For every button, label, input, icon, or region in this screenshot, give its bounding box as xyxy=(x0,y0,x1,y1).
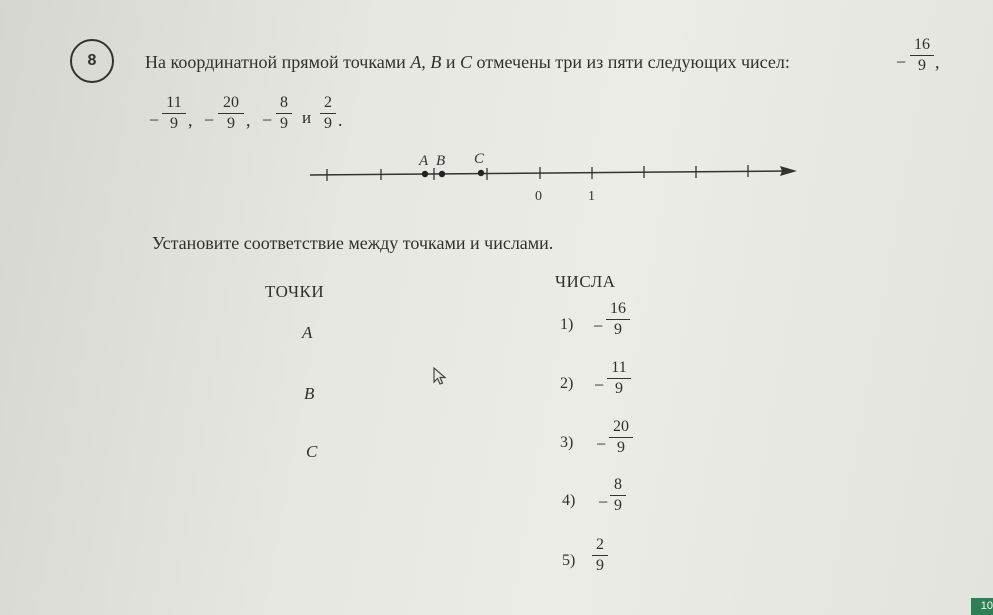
period: . xyxy=(338,110,343,130)
statement-rest: отмечены три из пяти следующих чисел: xyxy=(476,52,790,72)
fraction-bar xyxy=(162,113,186,114)
fraction-denominator: 9 xyxy=(918,57,926,74)
instruction-text: Установите соответствие между точками и числами. xyxy=(152,233,554,253)
fraction-sign: − xyxy=(896,52,907,72)
fraction-numerator: 8 xyxy=(280,94,288,111)
statement-fraction xyxy=(218,94,244,133)
statement-fraction xyxy=(910,36,934,75)
option-fraction xyxy=(592,536,608,575)
statement-point-b: B xyxy=(430,52,442,72)
option-sign: − xyxy=(596,434,607,454)
fraction-numerator: 11 xyxy=(611,359,627,376)
number-line-axis xyxy=(310,171,788,175)
fraction-bar xyxy=(606,319,630,320)
task-statement xyxy=(145,52,790,73)
point-a-dot xyxy=(422,171,428,177)
fraction-numerator: 2 xyxy=(596,536,604,553)
match-point-a: A xyxy=(302,323,313,342)
statement-point-c: C xyxy=(459,52,472,72)
option-index: 2) xyxy=(560,375,574,392)
option-fraction xyxy=(607,359,631,398)
comma: , xyxy=(188,110,193,130)
point-b-label: B xyxy=(436,153,446,169)
point-c-dot xyxy=(478,170,484,176)
fraction-bar xyxy=(609,437,633,438)
statement-conjunction: и xyxy=(445,52,456,72)
corner-badge: 10 xyxy=(971,598,993,615)
task-number: 8 xyxy=(87,52,97,69)
fraction-numerator: 20 xyxy=(613,418,629,435)
comma: , xyxy=(935,52,940,72)
fraction-sign: − xyxy=(149,110,160,130)
fraction-denominator: 9 xyxy=(614,321,622,338)
fraction-denominator: 9 xyxy=(227,115,235,132)
statement-fraction xyxy=(320,94,336,133)
fraction-numerator: 2 xyxy=(324,94,332,111)
fraction-sign: − xyxy=(204,110,215,130)
fraction-numerator: 16 xyxy=(610,300,626,317)
fraction-bar xyxy=(610,495,626,496)
point-a-label: A xyxy=(419,153,429,169)
fraction-bar xyxy=(607,378,631,379)
fraction-denominator: 9 xyxy=(170,115,178,132)
option-fraction xyxy=(610,476,626,515)
statement-point-a: A, xyxy=(410,52,426,72)
numbers-header: ЧИСЛА xyxy=(555,272,616,291)
one-label: 1 xyxy=(588,189,595,204)
fraction-bar xyxy=(910,55,934,56)
fraction-bar xyxy=(592,555,608,556)
fraction-numerator: 8 xyxy=(614,476,622,493)
comma: , xyxy=(246,110,251,130)
option-sign: − xyxy=(594,375,605,395)
and-word: и xyxy=(302,108,312,127)
fraction-bar xyxy=(320,113,336,114)
option-index: 4) xyxy=(562,492,576,509)
fraction-bar xyxy=(218,113,244,114)
number-line-arrow xyxy=(780,166,797,176)
fraction-denominator: 9 xyxy=(596,557,604,574)
fraction-bar xyxy=(276,113,292,114)
fraction-denominator: 9 xyxy=(614,497,622,514)
option-index: 5) xyxy=(562,552,576,569)
points-header: ТОЧКИ xyxy=(265,282,325,301)
option-fraction xyxy=(606,300,630,339)
fraction-numerator: 16 xyxy=(914,36,930,53)
fraction-numerator: 20 xyxy=(223,94,239,111)
fraction-denominator: 9 xyxy=(615,380,623,397)
point-c-label: C xyxy=(474,151,485,167)
statement-fraction xyxy=(162,94,186,133)
fraction-sign: − xyxy=(262,110,273,130)
number-line xyxy=(300,145,810,210)
zero-label: 0 xyxy=(535,189,542,204)
point-b-dot xyxy=(439,171,445,177)
fraction-numerator: 11 xyxy=(166,94,182,111)
statement-intro: На координатной прямой точками xyxy=(145,52,406,72)
option-sign: − xyxy=(598,492,609,512)
statement-fraction xyxy=(276,94,292,133)
option-sign: − xyxy=(593,316,604,336)
option-index: 3) xyxy=(560,434,574,451)
fraction-denominator: 9 xyxy=(617,439,625,456)
task-number-badge xyxy=(70,39,114,83)
option-index: 1) xyxy=(560,316,574,333)
option-fraction xyxy=(609,418,633,457)
mouse-cursor-icon xyxy=(432,367,448,387)
fraction-denominator: 9 xyxy=(280,115,288,132)
fraction-denominator: 9 xyxy=(324,115,332,132)
match-point-b: B xyxy=(304,384,315,403)
match-point-c: C xyxy=(306,442,318,461)
